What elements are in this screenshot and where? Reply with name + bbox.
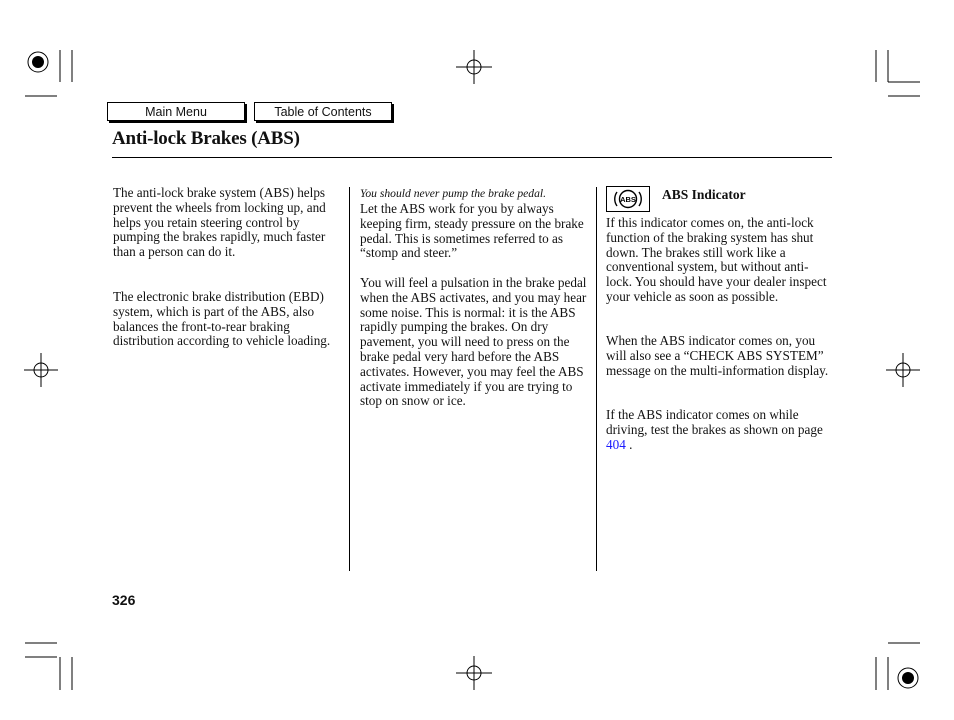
test-brakes-end: .: [625, 436, 633, 452]
page-number: 326: [112, 592, 136, 608]
table-of-contents-button[interactable]: Table of Contents: [254, 102, 392, 121]
column-divider-1: [349, 187, 350, 571]
abs-indicator-paragraph: If this indicator comes on, the anti-lock function of the braking system has shut down. The brakes still work like a conventional system, but without anti-lock. You should have your dealer inspect your vehicle as soon as possible.: [606, 215, 827, 304]
abs-indicator-icon: [606, 186, 650, 212]
abs-intro-paragraph: The anti-lock brake system (ABS) helps prevent the wheels from locking up, and helps you retain steering control by pumping the brakes rapidly, much faster than a person can do it.: [113, 185, 326, 260]
pulsation-paragraph: You will feel a pulsation in the brake pedal when the ABS activates, and you may hear some noise. This is normal: it is the ABS rapidly pumping the brakes. On dry pavement, you will need to press on the brake pedal very hard before the ABS activates. However, you may feel the ABS activate immediately if you are trying to stop on snow or ice.: [360, 275, 587, 409]
test-brakes-paragraph: [606, 408, 832, 452]
stomp-steer-paragraph: Let the ABS work for you by always keeping firm, steady pressure on the brake pedal. This is sometimes referred to as “stomp and steer.”: [360, 201, 584, 261]
title-divider: [112, 157, 832, 158]
main-menu-button[interactable]: Main Menu: [107, 102, 245, 121]
pump-warning-note: You should never pump the brake pedal.: [360, 187, 547, 200]
ebd-paragraph: The electronic brake distribution (EBD) system, which is part of the ABS, also balances the front-to-rear braking distribution according to vehicle loading.: [113, 289, 331, 349]
test-brakes-text: If the ABS indicator comes on while driving, test the brakes as shown on page: [606, 407, 823, 437]
check-abs-paragraph: When the ABS indicator comes on, you will also see a “CHECK ABS SYSTEM” message on the multi-information display.: [606, 333, 829, 378]
abs-indicator-heading: ABS Indicator: [662, 187, 746, 202]
page-title: Anti-lock Brakes (ABS): [112, 128, 300, 149]
svg-text:ABS: ABS: [620, 195, 636, 204]
column-divider-2: [596, 187, 597, 571]
page-404-link[interactable]: 404: [606, 436, 626, 452]
